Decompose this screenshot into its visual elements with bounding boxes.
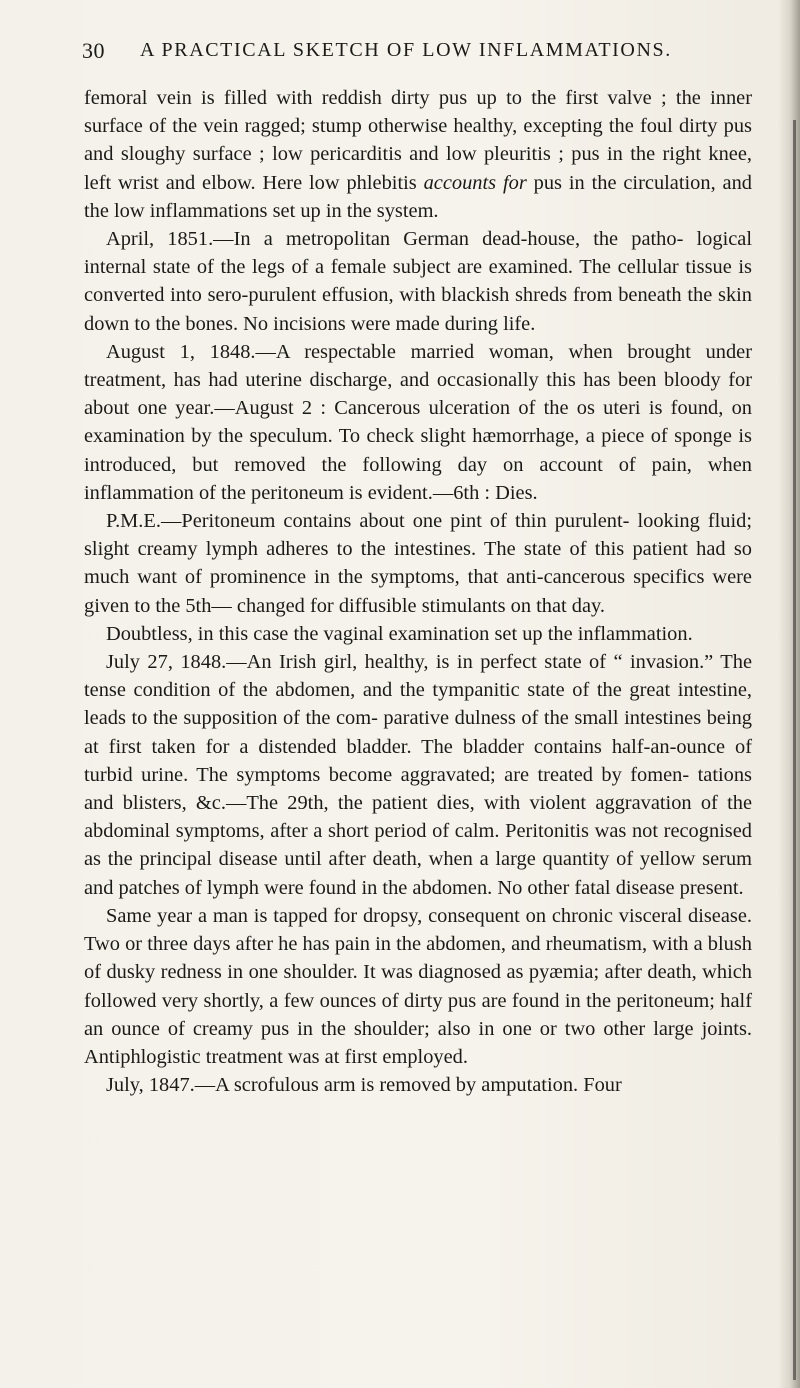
paragraph-april-1851: April, 1851.—In a metropolitan German dead-house, the patho- logical internal state of the legs of a female subject are examined. The cellular tissue is converted into sero-purulent effusion, with blackish shreds from beneath the skin down to the bones. No incisions were made during life. [84, 228, 752, 335]
paragraph-femoral-vein [84, 84, 752, 225]
binding-edge-line [793, 120, 796, 1380]
paragraph-july-1848: July 27, 1848.—An Irish girl, healthy, is in perfect state of “ invasion.” The tense condition of the abdomen, and the tympanitic state of the great intestine, leads to the supposition of the com- parative dulness of the small intestines being at first taken for a distended bladder. The bladder contains half-an-ounce of turbid urine. The symptoms become aggravated; are treated by fomen- tations and blisters, &c.—The 29th, the patient dies, with violent aggravation of the abdominal symptoms, after a short period of calm. Peritonitis was not recognised as the principal disease until after death, when a large quantity of yellow serum and patches of lymph were found in the abdomen. No other fatal disease present. [84, 651, 752, 899]
italic-phrase: accounts for [423, 171, 527, 194]
paragraph-same-year: Same year a man is tapped for dropsy, consequent on chronic visceral disease. Two or three days after he has pain in the abdomen, and rheumatism, with a blush of dusky redness in one shoulder. It was diagnosed as pyæmia; after death, which followed very shortly, a few ounces of dirty pus are found in the peritoneum; half an ounce of creamy pus in the shoulder; also in one or two other large joints. Antiphlogistic treatment was at first employed. [84, 904, 752, 1068]
paragraph-pme: P.M.E.—Peritoneum contains about one pint of thin purulent- looking fluid; slight creamy lymph adheres to the intestines. The state of this patient had so much want of prominence in the symptoms, that anti-cancerous specifics were given to the 5th— changed for diffusible stimulants on that day. [84, 510, 752, 617]
paragraph-text: femoral vein is filled with reddish dirty pus up to the first valve ; the inner surface of the vein ragged; stump otherwise healthy, excepting the foul dirty pus and sloughy surface ; low pericarditis and low pleuritis ; pus in the right knee, left wrist and elbow. Here low phlebitis [84, 87, 752, 194]
page-edge-shadow [778, 0, 800, 1388]
paragraph-doubtless: Doubtless, in this case the vaginal examination set up the inflammation. [106, 622, 693, 645]
paragraph-text: pus in the circulation, and the low inflammations set up in the system. [84, 171, 752, 222]
running-head: A PRACTICAL SKETCH OF LOW INFLAMMATIONS. [140, 39, 672, 61]
page-body [84, 84, 752, 1374]
page-number: 30 [82, 38, 105, 63]
paragraph-july-1847: July, 1847.—A scrofulous arm is removed by amputation. Four [106, 1074, 622, 1097]
paragraph-august-1848: August 1, 1848.—A respectable married woman, when brought under treatment, has had uterine discharge, and occasionally this has been bloody for about one year.—August 2 : Cancerous ulceration of the os uteri is found, on examination by the speculum. To check slight hæmorrhage, a piece of sponge is introduced, but removed the following day on account of pain, when inflammation of the peritoneum is evident.—6th : Dies. [84, 340, 752, 504]
page-header [82, 38, 722, 68]
